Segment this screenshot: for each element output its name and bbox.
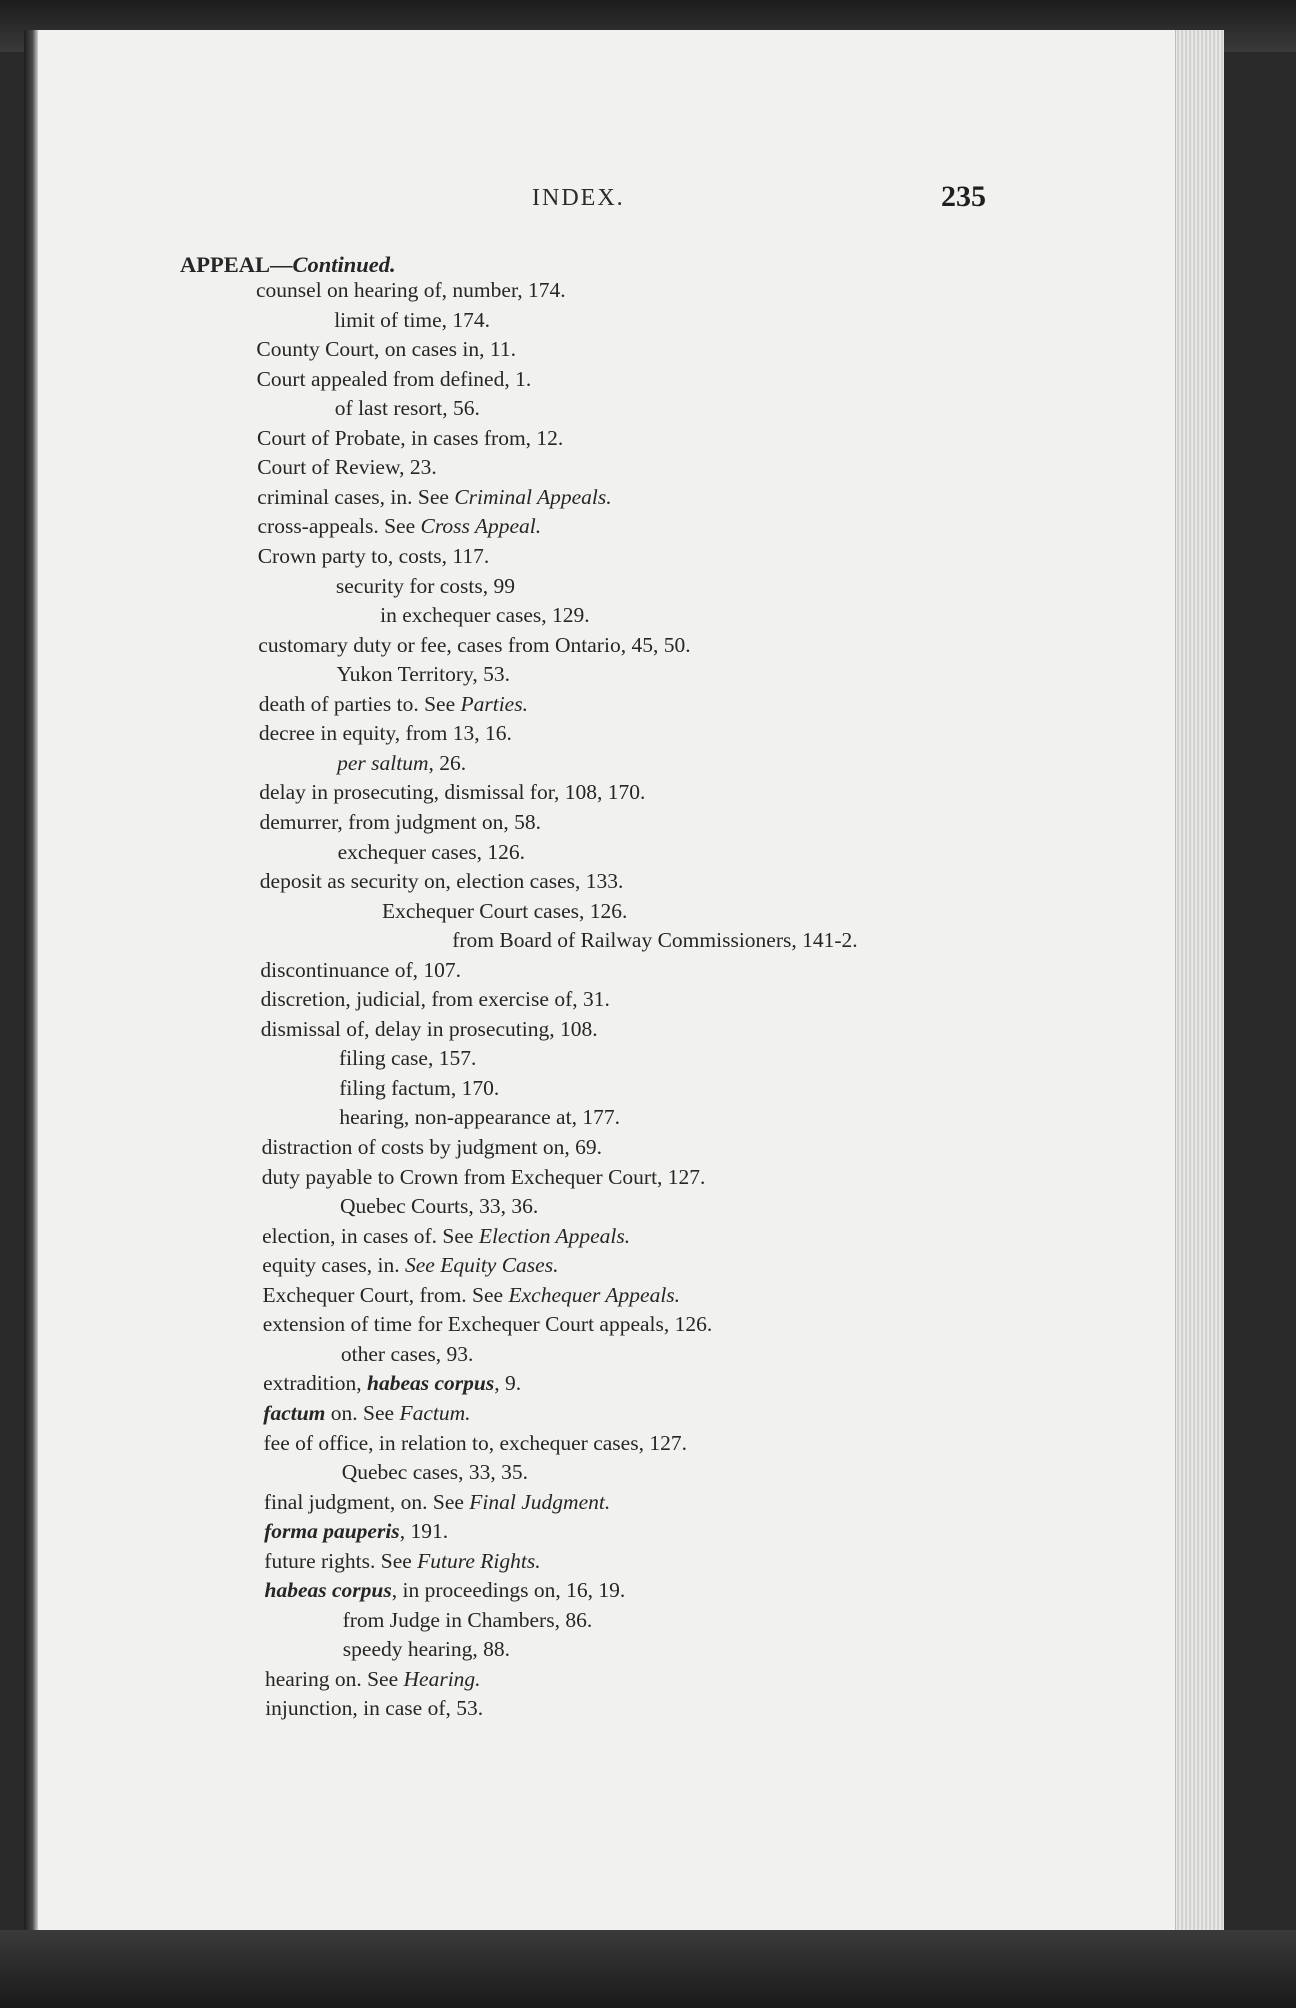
index-entry — [339, 1074, 499, 1104]
entry-text: , 191. — [399, 1519, 449, 1544]
index-entry — [260, 956, 461, 986]
index-entry — [343, 1606, 593, 1636]
index-entry — [257, 453, 437, 483]
index-entry — [263, 1399, 470, 1429]
entry-text: discontinuance of, 107. — [260, 957, 462, 982]
entry-term-italic: per saltum — [337, 750, 429, 775]
cross-reference: Final Judgment. — [469, 1489, 611, 1514]
entry-text: in exchequer cases, 129. — [380, 603, 590, 627]
index-entry — [339, 1044, 476, 1074]
entry-text: extension of time for Exchequer Court appeals, 126. — [262, 1312, 713, 1337]
index-entry — [264, 1547, 540, 1577]
index-entry — [262, 1133, 602, 1163]
entry-text: Crown party to, costs, 117. — [257, 543, 490, 568]
scan-bottom-shadow — [0, 1930, 1296, 2008]
cross-reference: See Equity Cases. — [405, 1253, 559, 1278]
entry-text: County Court, on cases in, 11. — [256, 337, 516, 362]
entry-text: filing case, 157. — [339, 1046, 477, 1071]
cross-reference: Hearing. — [403, 1666, 481, 1691]
index-entry — [257, 365, 532, 395]
index-entry — [264, 1429, 687, 1459]
index-entry — [262, 1163, 706, 1193]
entry-text: delay in prosecuting, dismissal for, 108, 170. — [259, 780, 646, 805]
index-entry — [259, 778, 645, 808]
index-content — [24, 30, 1124, 1935]
index-entry — [257, 424, 563, 454]
index-entry — [337, 749, 466, 779]
index-entry — [340, 1192, 538, 1222]
entry-text: Yukon Territory, 53. — [336, 662, 510, 687]
entry-text: Quebec cases, 33, 35. — [341, 1460, 528, 1484]
cross-reference: Factum. — [399, 1400, 471, 1425]
entry-text: exchequer cases, 126. — [337, 839, 526, 864]
index-entry — [264, 1517, 448, 1547]
entry-text: cross-appeals. See — [257, 514, 421, 539]
index-entry — [263, 1310, 713, 1340]
entry-text: Court of Probate, in cases from, 12. — [257, 425, 564, 450]
cross-reference: Election Appeals. — [478, 1223, 631, 1248]
entry-text: , 26. — [428, 750, 467, 775]
index-entry — [260, 808, 542, 838]
entry-text: Court of Review, 23. — [257, 455, 437, 480]
index-entry — [335, 394, 480, 424]
index-heading-term: APPEAL— — [180, 252, 293, 277]
entry-text: security for costs, 99 — [335, 573, 516, 598]
entry-text: Quebec Courts, 33, 36. — [340, 1194, 539, 1219]
index-entry — [265, 1665, 481, 1695]
entry-text: hearing on. See — [265, 1666, 404, 1691]
entry-text: Court appealed from defined, 1. — [256, 366, 532, 391]
index-entry — [258, 631, 690, 661]
cross-reference: Future Rights. — [417, 1548, 541, 1573]
book-page — [24, 30, 1224, 1935]
entry-text: fee of office, in relation to, exchequer cases, 127. — [263, 1430, 687, 1455]
entry-text: filing factum, 170. — [339, 1075, 500, 1100]
entry-text: hearing, non-appearance at, 177. — [339, 1105, 620, 1130]
entry-text: injunction, in case of, 53. — [265, 1696, 484, 1721]
index-entry — [256, 276, 566, 306]
entry-text: other cases, 93. — [340, 1341, 474, 1366]
index-entry — [258, 542, 490, 572]
index-entry — [262, 1222, 630, 1252]
entry-text: election, in cases of. See — [262, 1223, 479, 1248]
cross-reference: Cross Appeal. — [420, 514, 542, 539]
index-entry — [256, 335, 516, 365]
entry-text: dismissal of, delay in prosecuting, 108. — [260, 1016, 598, 1041]
entry-text: future rights. See — [264, 1548, 418, 1573]
entry-text: Exchequer Court, from. See — [262, 1282, 509, 1307]
index-entry — [261, 1015, 598, 1045]
index-entry — [380, 601, 590, 631]
index-entry — [339, 1103, 620, 1133]
entry-text: deposit as security on, election cases, 133. — [259, 869, 624, 893]
index-entry — [338, 838, 525, 868]
running-head: INDEX. — [532, 185, 625, 211]
index-entry — [334, 306, 490, 336]
entry-text: discretion, judicial, from exercise of, 31. — [260, 987, 610, 1012]
index-entry — [343, 1635, 510, 1665]
entry-text: , in proceedings on, 16, 19. — [391, 1578, 626, 1603]
index-entry — [258, 512, 542, 542]
index-entry — [265, 1694, 483, 1724]
index-entry — [263, 1369, 521, 1399]
index-heading-continued: Continued. — [292, 252, 396, 277]
entry-text: final judgment, on. See — [263, 1489, 470, 1514]
cross-reference: Parties. — [460, 691, 528, 716]
entry-text: Exchequer Court cases, 126. — [382, 898, 628, 923]
entry-text: death of parties to. See — [258, 691, 461, 716]
index-entry — [263, 1281, 681, 1311]
page-edge — [1175, 30, 1224, 1935]
entry-term-italic: habeas corpus — [264, 1578, 392, 1603]
index-entry — [261, 985, 610, 1015]
index-entry — [337, 660, 510, 690]
entry-text: distraction of costs by judgment on, 69. — [261, 1135, 602, 1159]
index-entry — [264, 1488, 610, 1518]
index-entry — [257, 483, 611, 513]
entry-term-italic: forma pauperis — [264, 1519, 400, 1544]
entry-text: on. See — [325, 1400, 400, 1425]
cross-reference: Criminal Appeals. — [454, 484, 612, 509]
entry-text: limit of time, 174. — [334, 307, 491, 332]
entry-text: demurrer, from judgment on, 58. — [259, 809, 542, 834]
entry-text: criminal cases, in. See — [257, 484, 455, 509]
entry-text: duty payable to Crown from Exchequer Court, 127. — [261, 1164, 706, 1189]
entry-text: from Board of Railway Commissioners, 141-2. — [452, 928, 858, 953]
index-entry — [262, 1251, 558, 1281]
index-entry — [259, 690, 528, 720]
entry-text: of last resort, 56. — [334, 396, 480, 421]
cross-reference: Exchequer Appeals. — [508, 1282, 681, 1307]
entry-text: decree in equity, from 13, 16. — [258, 721, 512, 746]
entry-term-italic: factum — [263, 1400, 326, 1425]
entry-text: , 9. — [494, 1371, 522, 1396]
index-entry — [342, 1458, 528, 1488]
entry-text: customary duty or fee, cases from Ontario, 45, 50. — [258, 632, 691, 657]
entry-text: equity cases, in. — [262, 1253, 405, 1278]
index-entry — [259, 719, 512, 749]
index-entry — [265, 1576, 626, 1606]
entry-term-italic: habeas corpus — [366, 1371, 495, 1396]
index-entry — [260, 867, 624, 897]
page-number: 235 — [941, 180, 986, 213]
index-entry — [336, 572, 515, 602]
entry-text: counsel on hearing of, number, 174. — [256, 278, 566, 302]
index-entry — [382, 897, 627, 927]
index-entry — [341, 1340, 474, 1370]
index-entry — [452, 926, 857, 956]
entry-text: from Judge in Chambers, 86. — [342, 1607, 593, 1632]
entry-text: speedy hearing, 88. — [342, 1637, 510, 1662]
entry-text: extradition, — [263, 1371, 367, 1396]
